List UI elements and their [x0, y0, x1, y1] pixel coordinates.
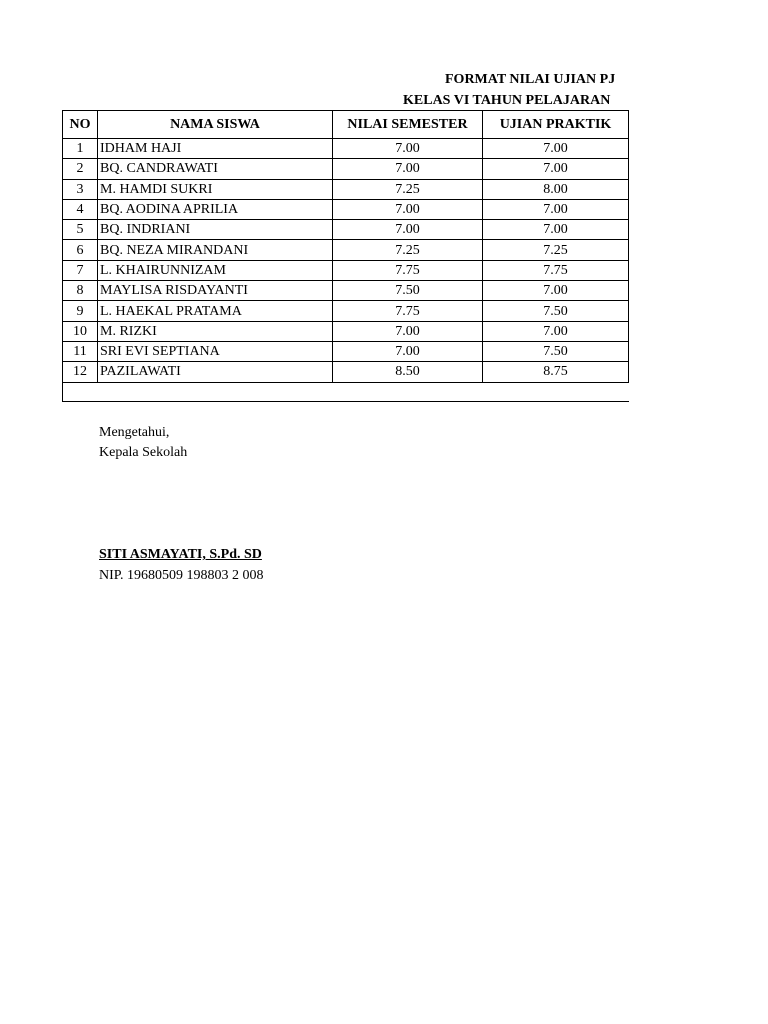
student-name-cell: L. KHAIRUNNIZAM: [98, 260, 333, 280]
table-row: [63, 179, 629, 199]
row-number-cell: 4: [63, 199, 98, 219]
practical-score-cell: 7.50: [483, 301, 629, 321]
student-name-cell: L. HAEKAL PRATAMA: [98, 301, 333, 321]
practical-score-cell: 7.00: [483, 159, 629, 179]
row-number-cell: 9: [63, 301, 98, 321]
table-row: [63, 139, 629, 159]
row-number-cell: 11: [63, 341, 98, 361]
student-name-cell: BQ. AODINA APRILIA: [98, 199, 333, 219]
signer-name: SITI ASMAYATI, S.Pd. SD: [99, 547, 262, 562]
table-row: [63, 362, 629, 382]
semester-score-cell: 7.00: [333, 139, 483, 159]
table-row: [63, 301, 629, 321]
table-row: [63, 199, 629, 219]
semester-score-cell: 7.25: [333, 240, 483, 260]
student-name-cell: BQ. NEZA MIRANDANI: [98, 240, 333, 260]
student-name-cell: PAZILAWATI: [98, 362, 333, 382]
practical-score-cell: 7.25: [483, 240, 629, 260]
document-title: FORMAT NILAI UJIAN PJ: [445, 72, 616, 87]
practical-score-cell: 8.00: [483, 179, 629, 199]
column-header-nilai-semester: NILAI SEMESTER: [333, 111, 483, 139]
practical-score-cell: 7.75: [483, 260, 629, 280]
row-number-cell: 5: [63, 220, 98, 240]
practical-score-cell: 7.00: [483, 199, 629, 219]
practical-score-cell: 8.75: [483, 362, 629, 382]
table-row: [63, 281, 629, 301]
row-number-cell: 8: [63, 281, 98, 301]
table-row: [63, 159, 629, 179]
semester-score-cell: 7.00: [333, 159, 483, 179]
grades-table: [62, 110, 629, 402]
student-name-cell: BQ. INDRIANI: [98, 220, 333, 240]
student-name-cell: IDHAM HAJI: [98, 139, 333, 159]
row-number-cell: 2: [63, 159, 98, 179]
student-name-cell: BQ. CANDRAWATI: [98, 159, 333, 179]
semester-score-cell: 7.75: [333, 260, 483, 280]
signer-position: Kepala Sekolah: [99, 445, 188, 460]
practical-score-cell: 7.50: [483, 341, 629, 361]
signer-nip: NIP. 19680509 198803 2 008: [99, 568, 264, 583]
practical-score-cell: 7.00: [483, 281, 629, 301]
table-row: [63, 220, 629, 240]
student-name-cell: SRI EVI SEPTIANA: [98, 341, 333, 361]
semester-score-cell: 7.25: [333, 179, 483, 199]
table-row: [63, 341, 629, 361]
semester-score-cell: 7.50: [333, 281, 483, 301]
semester-score-cell: 7.75: [333, 301, 483, 321]
student-name-cell: MAYLISA RISDAYANTI: [98, 281, 333, 301]
semester-score-cell: 7.00: [333, 199, 483, 219]
practical-score-cell: 7.00: [483, 220, 629, 240]
semester-score-cell: 7.00: [333, 341, 483, 361]
practical-score-cell: 7.00: [483, 321, 629, 341]
row-number-cell: 3: [63, 179, 98, 199]
semester-score-cell: 7.00: [333, 220, 483, 240]
row-number-cell: 6: [63, 240, 98, 260]
acknowledged-label: Mengetahui,: [99, 425, 170, 440]
row-number-cell: 12: [63, 362, 98, 382]
column-header-nama-siswa: NAMA SISWA: [98, 111, 333, 139]
student-name-cell: M. RIZKI: [98, 321, 333, 341]
column-header-ujian-praktik: UJIAN PRAKTIK: [483, 111, 629, 139]
table-header-row: [63, 111, 629, 139]
practical-score-cell: 7.00: [483, 139, 629, 159]
table-row: [63, 260, 629, 280]
row-number-cell: 7: [63, 260, 98, 280]
table-row: [63, 321, 629, 341]
empty-row: [63, 382, 629, 401]
student-name-cell: M. HAMDI SUKRI: [98, 179, 333, 199]
semester-score-cell: 8.50: [333, 362, 483, 382]
table-row: [63, 240, 629, 260]
row-number-cell: 1: [63, 139, 98, 159]
row-number-cell: 10: [63, 321, 98, 341]
empty-cell: [63, 382, 629, 401]
document-subtitle: KELAS VI TAHUN PELAJARAN: [403, 93, 611, 108]
column-header-no: NO: [63, 111, 98, 139]
semester-score-cell: 7.00: [333, 321, 483, 341]
